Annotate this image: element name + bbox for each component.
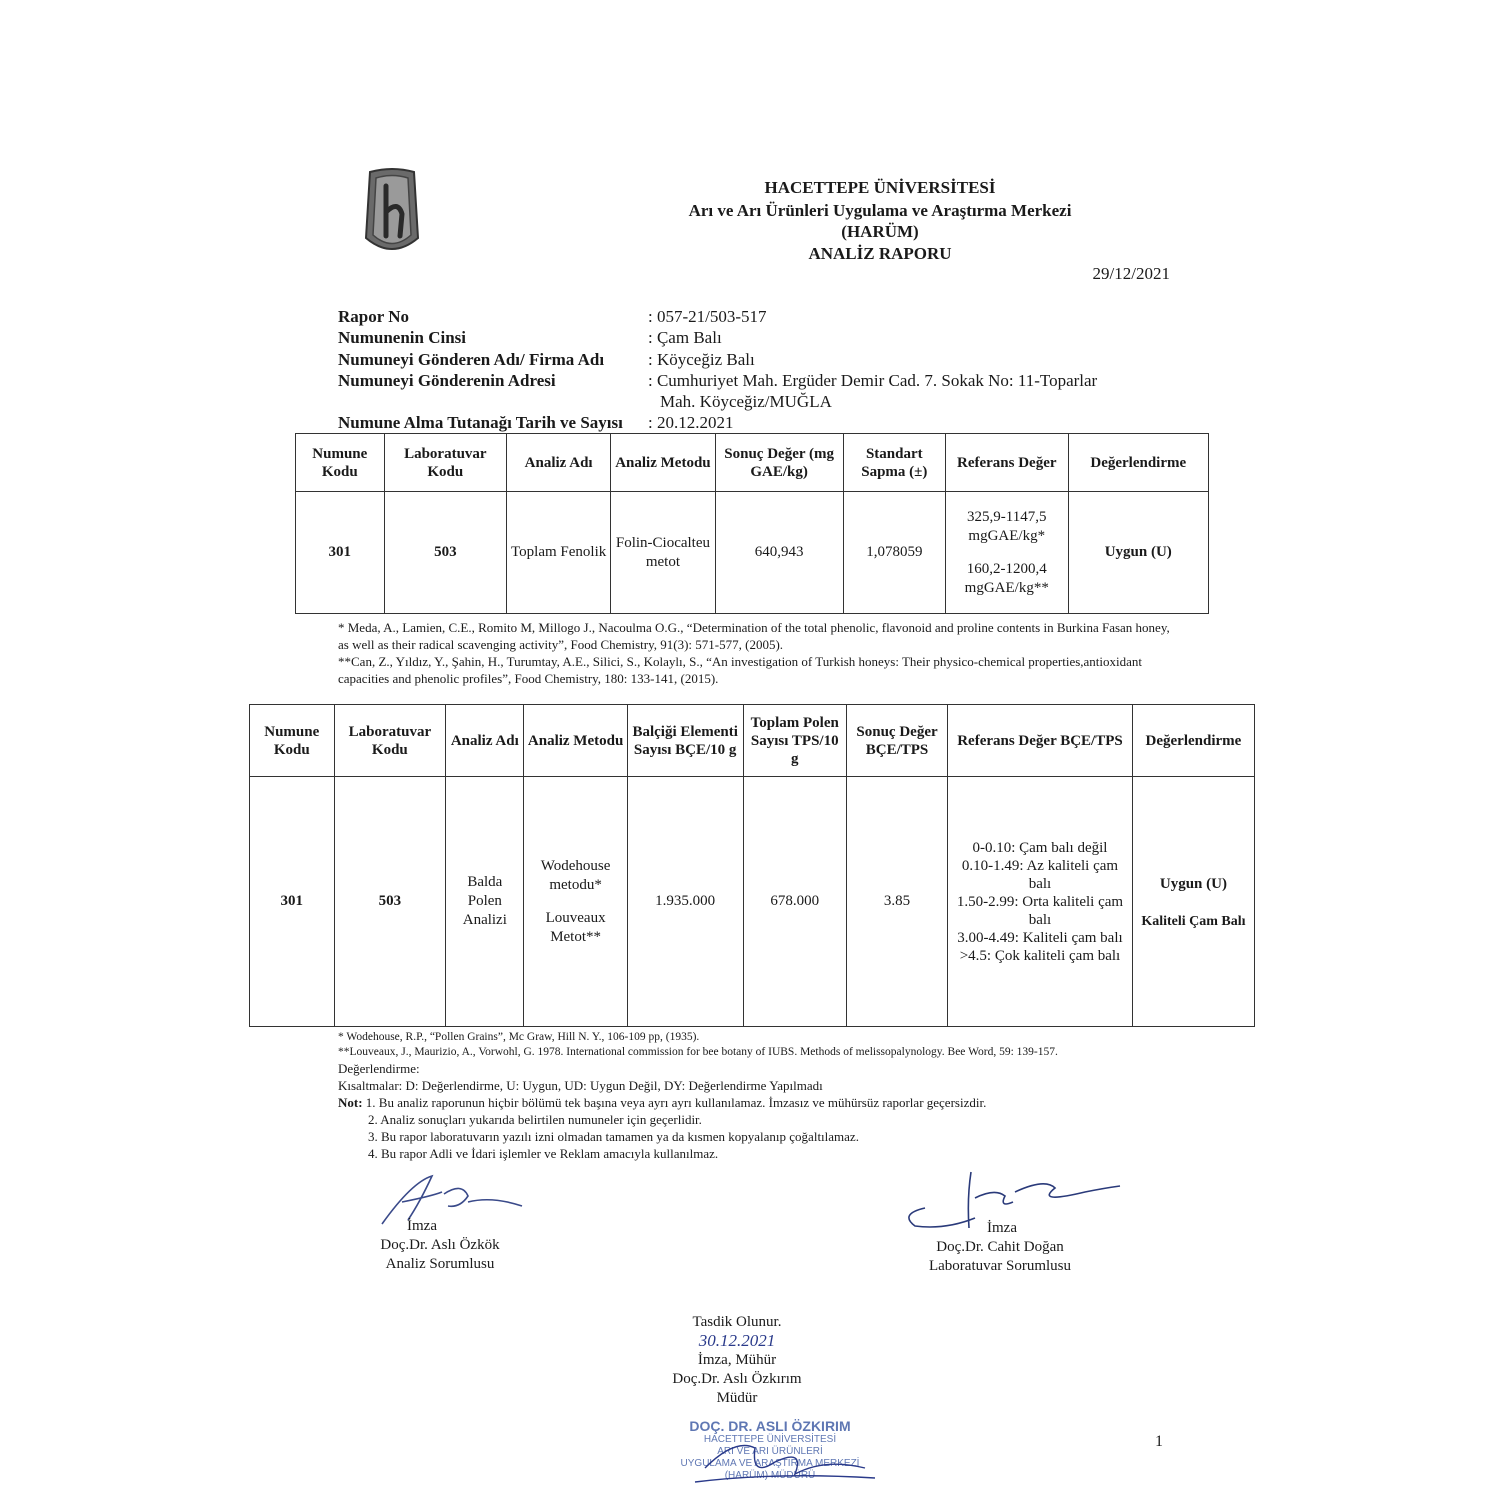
- signature-right-name: Doç.Dr. Cahit Doğan: [936, 1239, 1064, 1255]
- col-numune-kodu: Numune Kodu: [296, 434, 385, 492]
- col-analiz-adi: Analiz Adı: [446, 705, 524, 777]
- table-header-row: [250, 705, 1255, 777]
- info-rapor-no: [338, 306, 1238, 327]
- col-lab-kodu: Laboratuvar Kodu: [384, 434, 506, 492]
- info-gonderen-adi: [338, 349, 1238, 370]
- col-sapma: Standart Sapma (±): [843, 434, 945, 492]
- cell-lab-kodu: 503: [334, 777, 446, 1027]
- notes-label: Not:: [338, 1095, 363, 1110]
- center-name: Arı ve Arı Ürünleri Uygulama ve Araştırma Merkezi: [688, 201, 1072, 220]
- university-name: HACETTEPE ÜNİVERSİTESİ: [764, 178, 996, 197]
- cell-metod: Folin-Ciocalteu metot: [611, 492, 715, 614]
- signature-right-label: İmza: [987, 1220, 1017, 1236]
- cell-degerlendirme: Uygun (U): [1068, 492, 1208, 614]
- approval-name: Doç.Dr. Aslı Özkırım: [672, 1371, 802, 1387]
- pollen-table: [249, 704, 1255, 1027]
- referans-line: 1.50-2.99: Orta kaliteli çam balı: [956, 893, 1124, 928]
- signature-left-name: Doç.Dr. Aslı Özkök: [380, 1237, 500, 1253]
- col-sonuc: Sonuç Değer (mg GAE/kg): [715, 434, 843, 492]
- table-row: [296, 492, 1209, 614]
- stamp-line: ARI VE ARI ÜRÜNLERİ: [717, 1446, 823, 1457]
- info-value: : Cumhuriyet Mah. Ergüder Demir Cad. 7. Sokak No: 11-Toparlar: [648, 371, 1098, 390]
- info-numune-cinsi: [338, 327, 1238, 348]
- stamp-line: HACETTEPE ÜNİVERSİTESİ: [703, 1434, 837, 1445]
- info-gonderen-adres-cont: [338, 391, 1238, 412]
- approval-line: Tasdik Olunur.: [692, 1314, 782, 1330]
- notes-item: 2. Analiz sonuçları yukarıda belirtilen numuneler için geçerlidir.: [368, 1112, 702, 1127]
- signature-right-role: Laboratuvar Sorumlusu: [928, 1258, 1072, 1274]
- info-label: Numune Alma Tutanağı Tarih ve Sayısı: [338, 413, 623, 432]
- cell-numune-kodu: 301: [296, 492, 385, 614]
- info-tutanak: [338, 412, 1238, 433]
- approval-handwritten-date: 30.12.2021: [698, 1331, 776, 1350]
- phenolic-table: [295, 433, 1209, 614]
- notes-heading: Değerlendirme:: [338, 1061, 420, 1076]
- col-numune-kodu: Numune Kodu: [250, 705, 335, 777]
- referans-line: 3.00-4.49: Kaliteli çam balı: [957, 929, 1123, 946]
- signature-left-role: Analiz Sorumlusu: [385, 1256, 495, 1272]
- signature-left-label: İmza: [407, 1218, 437, 1234]
- cell-referans: [946, 492, 1069, 614]
- degerlendirme-line: Kaliteli Çam Balı: [1141, 913, 1246, 929]
- info-label: Numunenin Cinsi: [338, 328, 467, 347]
- referans-line: 0-0.10: Çam balı değil: [972, 839, 1108, 856]
- cell-sapma: 1,078059: [843, 492, 945, 614]
- cell-analiz-adi: Toplam Fenolik: [507, 492, 611, 614]
- col-lab-kodu: Laboratuvar Kodu: [334, 705, 446, 777]
- col-tps: Toplam Polen Sayısı TPS/10 g: [743, 705, 846, 777]
- col-degerlendirme: Değerlendirme: [1068, 434, 1208, 492]
- notes-abbr: Kısaltmalar: D: Değerlendirme, U: Uygun, UD: Uygun Değil, DY: Değerlendirme Yapılmadı: [338, 1078, 823, 1093]
- stamp-signature: [655, 1418, 885, 1500]
- reference-4: **Louveaux, J., Maurizio, A., Vorwohl, G. 1978. International commission for bee botany of IUBS. Methods of melissopalynology. Bee Word, 59: 139-157.: [338, 1046, 1058, 1058]
- info-label: Rapor No: [338, 307, 409, 326]
- center-abbr: (HARÜM): [841, 222, 919, 241]
- cell-referans: [948, 777, 1133, 1027]
- notes-text: 1. Bu analiz raporunun hiçbir bölümü tek başına veya ayrı ayrı kullanılamaz. İmzasız ve mühürsüz raporlar geçersizdir.: [365, 1095, 987, 1110]
- info-value: : 057-21/503-517: [648, 307, 767, 326]
- notes-item: [338, 1094, 1188, 1111]
- info-label: Numuneyi Gönderen Adı/ Firma Adı: [338, 350, 605, 369]
- cell-metod: [524, 777, 627, 1027]
- university-logo: [362, 168, 422, 256]
- cell-sonuc: 3.85: [846, 777, 947, 1027]
- info-label: Numuneyi Gönderenin Adresi: [338, 371, 556, 390]
- referans-line: 160,2-1200,4 mgGAE/kg**: [964, 560, 1049, 596]
- col-referans: Referans Değer: [946, 434, 1069, 492]
- official-stamp: [655, 1418, 885, 1500]
- degerlendirme-line: Uygun (U): [1159, 875, 1227, 892]
- report-title: ANALİZ RAPORU: [808, 244, 952, 263]
- col-analiz-metodu: Analiz Metodu: [611, 434, 715, 492]
- cell-bce: 1.935.000: [627, 777, 743, 1027]
- cell-tps: 678.000: [743, 777, 846, 1027]
- col-degerlendirme: Değerlendirme: [1132, 705, 1254, 777]
- referans-line: >4.5: Çok kaliteli çam balı: [959, 947, 1121, 964]
- info-value: : 20.12.2021: [648, 413, 734, 432]
- col-analiz-adi: Analiz Adı: [507, 434, 611, 492]
- referans-line: 325,9-1147,5 mgGAE/kg*: [967, 508, 1047, 544]
- table-header-row: [296, 434, 1209, 492]
- metod-line: Wodehouse metodu*: [540, 857, 611, 893]
- metod-line: Louveaux Metot**: [545, 909, 606, 945]
- info-value: Mah. Köyceğiz/MUĞLA: [660, 392, 832, 411]
- referans-line: 0.10-1.49: Az kaliteli çam balı: [961, 857, 1119, 892]
- col-bce: Balçiği Elementi Sayısı BÇE/10 g: [627, 705, 743, 777]
- stamp-line: (HARÜM) MÜDÜRÜ: [724, 1470, 816, 1481]
- table-row: [250, 777, 1255, 1027]
- stamp-line: DOÇ. DR. ASLI ÖZKIRIM: [689, 1418, 851, 1434]
- col-sonuc: Sonuç Değer BÇE/TPS: [846, 705, 947, 777]
- cell-lab-kodu: 503: [384, 492, 506, 614]
- reference-3: * Wodehouse, R.P., “Pollen Grains”, Mc Graw, Hill N. Y., 106-109 pp, (1935).: [338, 1031, 700, 1043]
- report-date: 29/12/2021: [1092, 264, 1170, 283]
- stamp-line: UYGULAMA VE ARAŞTIRMA MERKEZİ: [680, 1458, 860, 1469]
- col-referans: Referans Değer BÇE/TPS: [948, 705, 1133, 777]
- cell-sonuc: 640,943: [715, 492, 843, 614]
- cell-degerlendirme: [1132, 777, 1254, 1027]
- notes-item: 3. Bu rapor laboratuvarın yazılı izni olmadan tamamen ya da kısmen kopyalanıp çoğaltılamaz.: [368, 1129, 859, 1144]
- approval-sign-seal: İmza, Mühür: [697, 1352, 777, 1368]
- page-number: 1: [1155, 1433, 1163, 1450]
- cell-analiz-adi: Balda Polen Analizi: [446, 777, 524, 1027]
- reference-2: **Can, Z., Yıldız, Y., Şahin, H., Turumtay, A.E., Silici, S., Kolaylı, S., “An investigation of Turkish honeys: Their physico-chemical properties,antioxidant capacities and phenolic profiles”, Food Chemistry, 180: 133-141, (2015).: [338, 654, 1143, 686]
- notes-item: 4. Bu rapor Adli ve İdari işlemler ve Reklam amacıyla kullanılmaz.: [368, 1146, 719, 1161]
- info-gonderen-adres: [338, 370, 1238, 391]
- reference-1: * Meda, A., Lamien, C.E., Romito M, Millogo J., Nacoulma O.G., “Determination of the total phenolic, flavonoid and proline contents in Burkina Fasan honey, as well as their radical scavenging activity”, Food Chemistry, 91(3): 571-577, (2005).: [338, 620, 1170, 652]
- approval-role: Müdür: [716, 1390, 758, 1406]
- col-analiz-metodu: Analiz Metodu: [524, 705, 627, 777]
- info-value: : Köyceğiz Balı: [648, 350, 755, 369]
- cell-numune-kodu: 301: [250, 777, 335, 1027]
- info-value: : Çam Balı: [648, 328, 722, 347]
